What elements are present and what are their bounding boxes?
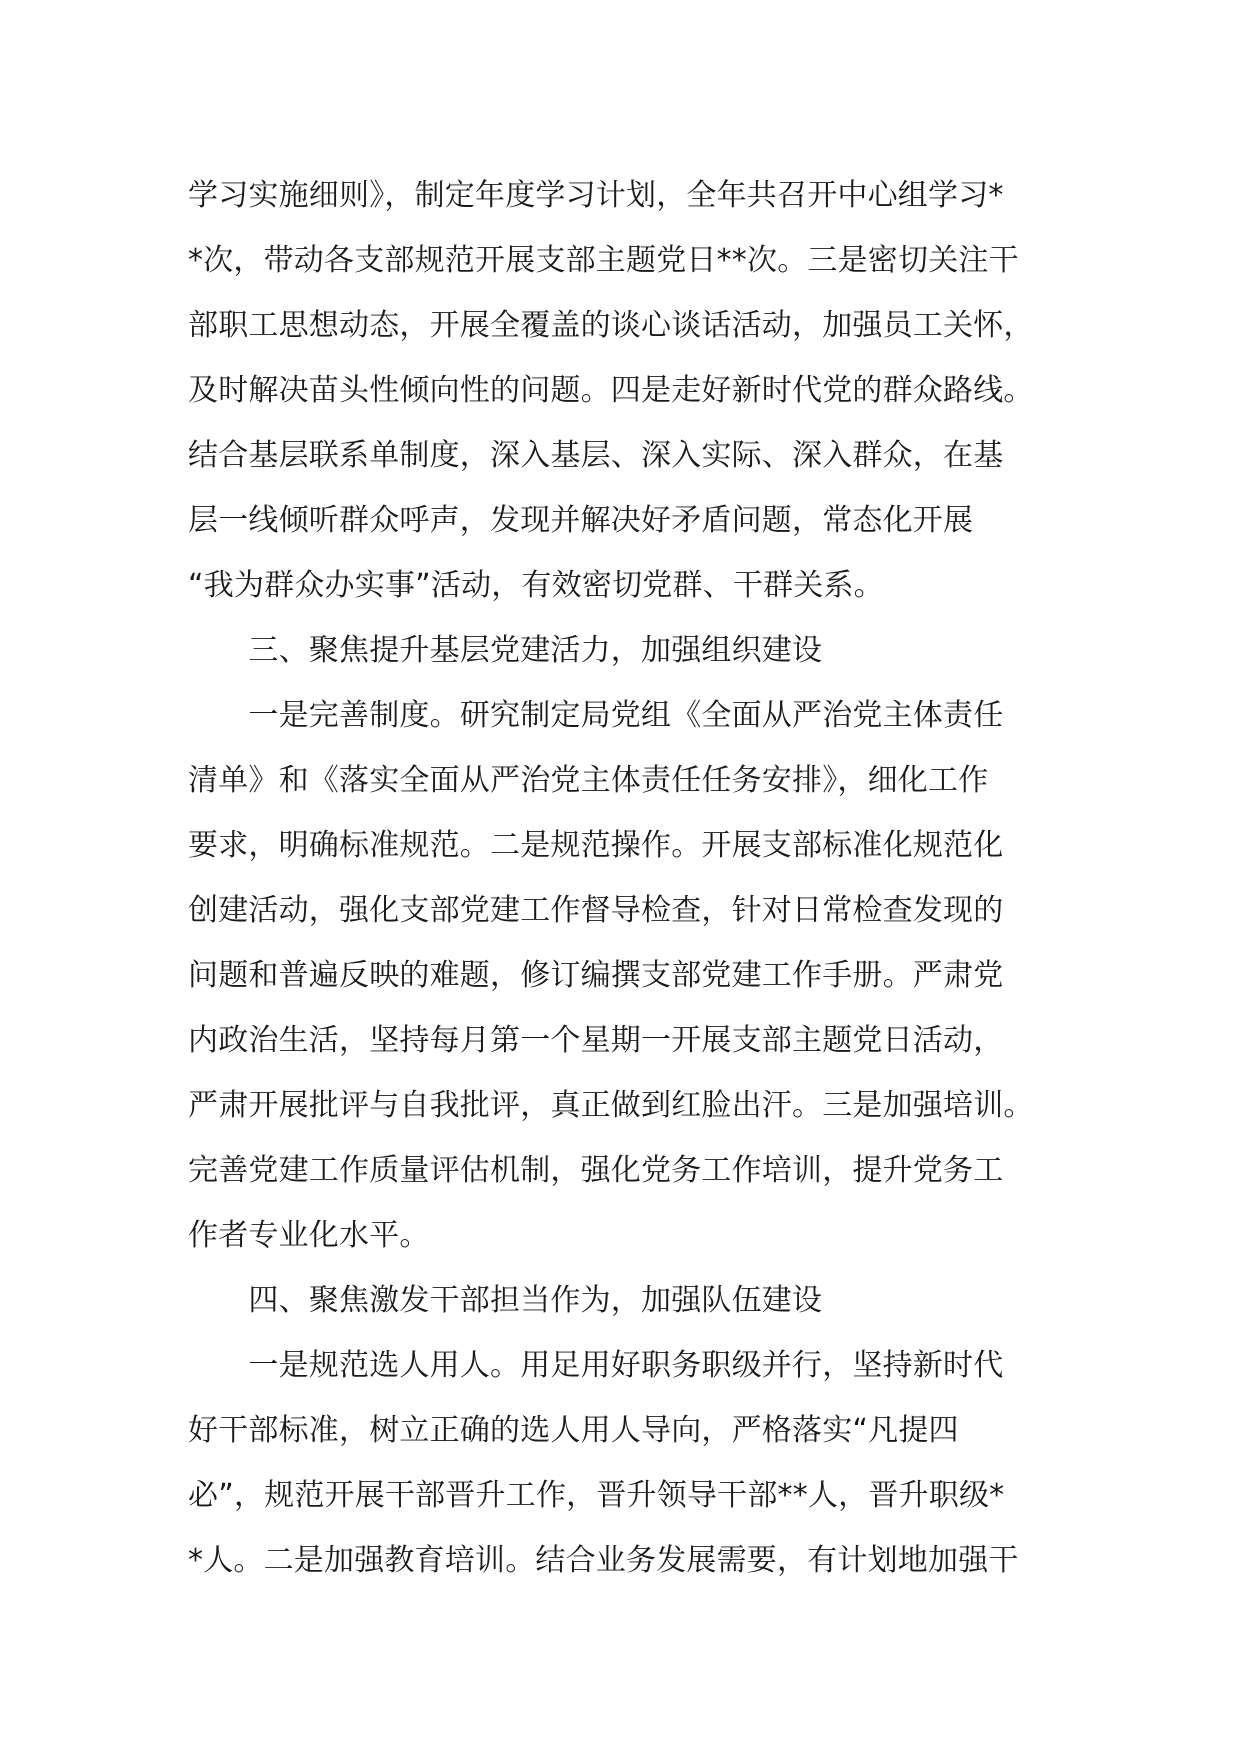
text-line: 问题和普遍反映的难题，修订编撰支部党建工作手册。严肃党	[188, 958, 1004, 993]
text-line: *次，带动各支部规范开展支部主题党日**次。三是密切关注干	[188, 243, 1019, 278]
text-line: 部职工思想动态，开展全覆盖的谈心谈话活动，加强员工关怀，	[188, 308, 1034, 343]
text-line: 创建活动，强化支部党建工作督导检查，针对日常检查发现的	[188, 893, 1004, 928]
text-line: 要求，明确标准规范。二是规范操作。开展支部标准化规范化	[188, 828, 1004, 863]
text-line: 作者专业化水平。	[188, 1218, 430, 1253]
text-line: 一是完善制度。研究制定局党组《全面从严治党主体责任	[188, 698, 1004, 733]
section-heading: 四、聚焦激发干部担当作为，加强队伍建设	[188, 1283, 823, 1318]
text-line: 内政治生活，坚持每月第一个星期一开展支部主题党日活动，	[188, 1023, 1004, 1058]
text-line: *人。二是加强教育培训。结合业务发展需要，有计划地加强干	[188, 1543, 1019, 1578]
text-line: 完善党建工作质量评估机制，强化党务工作培训，提升党务工	[188, 1153, 1004, 1188]
text-line: 结合基层联系单制度，深入基层、深入实际、深入群众，在基	[188, 438, 1004, 473]
text-line: 层一线倾听群众呼声，发现并解决好矛盾问题，常态化开展	[188, 503, 974, 538]
text-line: 学习实施细则》，制定年度学习计划，全年共召开中心组学习*	[188, 178, 1004, 213]
text-line: “我为群众办实事”活动，有效密切党群、干群关系。	[188, 568, 884, 603]
text-line: 严肃开展批评与自我批评，真正做到红脸出汗。三是加强培训。	[188, 1088, 1034, 1123]
text-line: 一是规范选人用人。用足用好职务职级并行，坚持新时代	[188, 1348, 1004, 1383]
section-heading: 三、聚焦提升基层党建活力，加强组织建设	[188, 633, 823, 668]
text-line: 及时解决苗头性倾向性的问题。四是走好新时代党的群众路线。	[188, 373, 1034, 408]
text-line: 好干部标准，树立正确的选人用人导向，严格落实“凡提四	[188, 1413, 959, 1448]
text-line: 清单》和《落实全面从严治党主体责任任务安排》，细化工作	[188, 763, 989, 798]
text-line: 必”，规范开展干部晋升工作，晋升领导干部**人，晋升职级*	[188, 1478, 1005, 1513]
document-body	[188, 163, 1088, 1593]
